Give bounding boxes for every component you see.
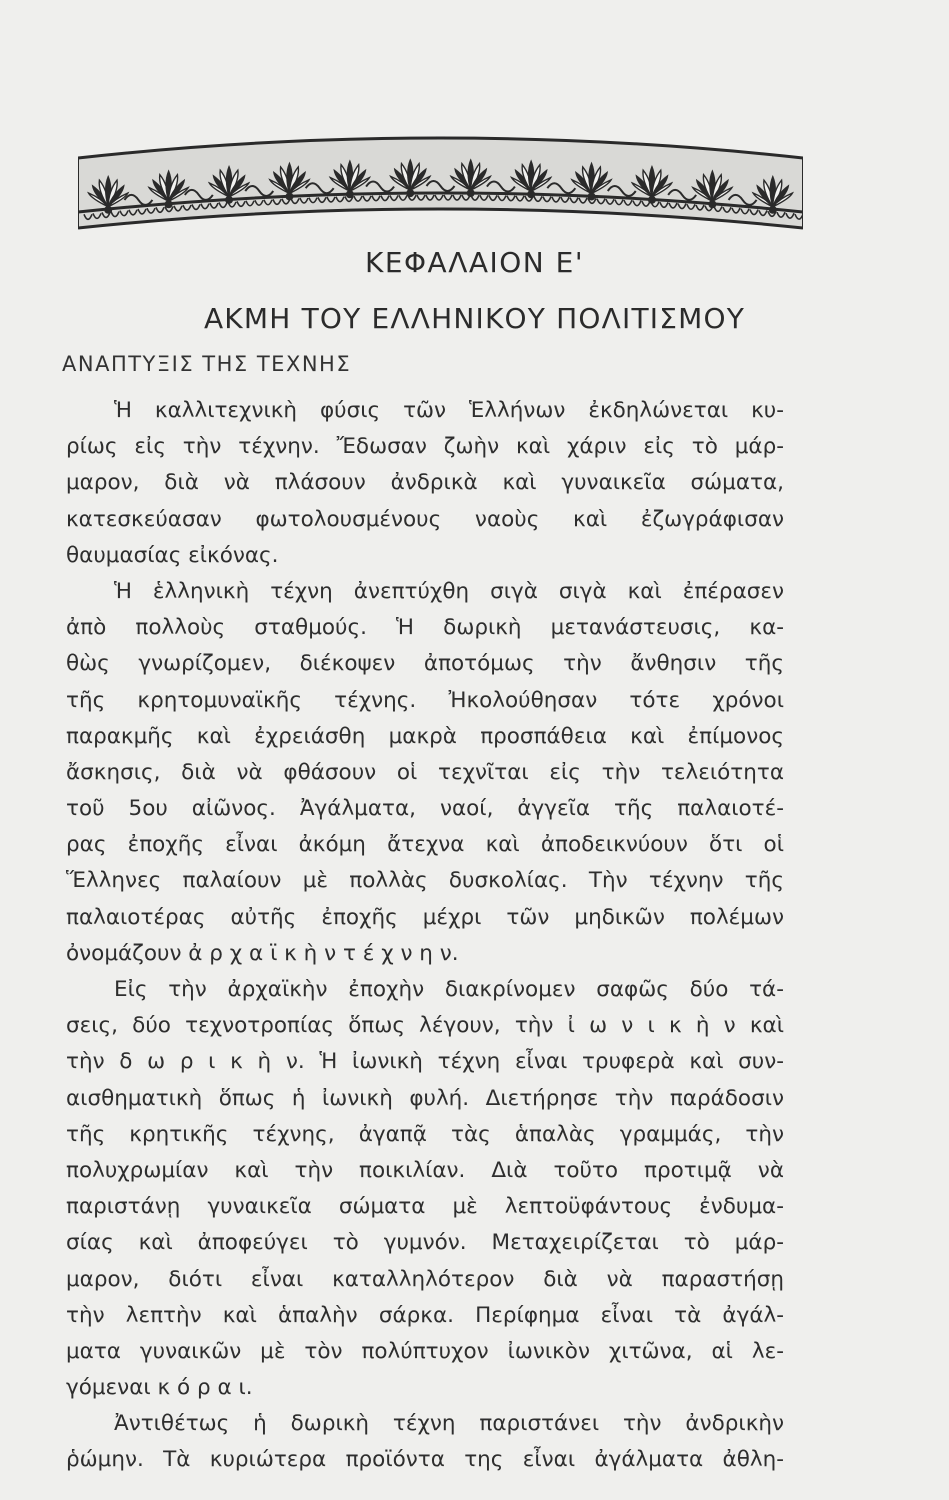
text-line: σίας καὶ ἀποφεύγει τὸ γυμνόν. Μεταχειρίζεται τὸ μάρ- — [66, 1230, 784, 1256]
text-line: Ἡ καλλιτεχνικὴ φύσις τῶν Ἑλλήνων ἐκδηλώνεται κυ- — [114, 398, 784, 423]
body-text — [66, 393, 784, 1479]
text-line: θαυμασίας εἰκόνας. — [66, 542, 279, 568]
paragraph — [66, 574, 784, 972]
text-line: παρακμῆς καὶ ἐχρειάσθη μακρὰ προσπάθεια καὶ ἐπίμονος — [66, 723, 784, 749]
chapter-heading: ΚΕΦΑΛΑΙΟΝ Ε' — [364, 246, 585, 279]
text-line: Ἕλληνες παλαίουν μὲ πολλὰς δυσκολίας. Τὴν τέχνην τῆς — [66, 868, 784, 894]
text-line: πολυχρωμίαν καὶ τὴν ποικιλίαν. Διὰ τοῦτο προτιμᾷ νὰ — [66, 1157, 784, 1183]
text-line: σεις, δύο τεχνοτροπίας ὅπως λέγουν, τὴν ἰ ω ν ι κ ὴ ν καὶ — [66, 1013, 784, 1039]
text-line: ρας ἐποχῆς εἶναι ἀκόμη ἄτεχνα καὶ ἀποδεικνύουν ὅτι οἱ — [66, 832, 784, 858]
paragraph — [66, 1406, 784, 1478]
text-line: τοῦ 5ου αἰῶνος. Ἀγάλματα, ναοί, ἀγγεῖα τῆς παλαιοτέ- — [66, 796, 784, 822]
text-line: Ἀντιθέτως ἡ δωρικὴ τέχνη παριστάνει τὴν ἀνδρικὴν — [114, 1411, 784, 1437]
text-line: ἀπὸ πολλοὺς σταθμούς. Ἡ δωρικὴ μετανάστευσις, κα- — [66, 615, 784, 641]
chapter-title: ΑΚΜΗ ΤΟΥ ΕΛΛΗΝΙΚΟΥ ΠΟΛΙΤΙΣΜΟΥ — [203, 302, 746, 335]
paragraph — [66, 393, 784, 574]
text-line: τῆς κρητομυναϊκῆς τέχνης. Ἠκολούθησαν τότε χρόνοι — [66, 687, 784, 713]
text-line: γόμεναι κ ό ρ α ι. — [66, 1375, 253, 1401]
section-heading: ΑΝΑΠΤΥΞΙΣ ΤΗΣ ΤΕΧΝΗΣ — [62, 352, 352, 376]
text-line: θὼς γνωρίζομεν, διέκοψεν ἀποτόμως τὴν ἄνθησιν τῆς — [66, 651, 784, 677]
text-line: τὴν λεπτὴν καὶ ἁπαλὴν σάρκα. Περίφημα εἶναι τὰ ἀγάλ- — [66, 1302, 784, 1328]
text-line: αισθηματικὴ ὅπως ἡ ἰωνικὴ φυλή. Διετήρησε τὴν παράδοσιν — [66, 1085, 784, 1111]
text-line: ῥώμην. Τὰ κυριώτερα προϊόντα της εἶναι ἀγάλματα ἀθλη- — [66, 1447, 784, 1473]
text-line: τὴν δ ω ρ ι κ ὴ ν. Ἡ ἰωνικὴ τέχνη εἶναι τρυφερὰ καὶ συν- — [66, 1049, 784, 1075]
text-line: παλαιοτέρας αὐτῆς ἐποχῆς μέχρι τῶν μηδικῶν πολέμων — [66, 904, 784, 930]
text-line: κατεσκεύασαν φωτολουσμένους ναοὺς καὶ ἐζωγράφισαν — [66, 506, 784, 532]
text-line: παριστάνῃ γυναικεῖα σώματα μὲ λεπτοϋφάντους ἐνδυμα- — [66, 1194, 784, 1220]
palmette-frieze-icon — [78, 128, 803, 243]
text-line: ἄσκησις, διὰ νὰ φθάσουν οἱ τεχνῖται εἰς τὴν τελειότητα — [66, 759, 784, 785]
text-line: Ἡ ἑλληνικὴ τέχνη ἀνεπτύχθη σιγὰ σιγὰ καὶ ἐπέρασεν — [114, 578, 784, 604]
text-line: ματα γυναικῶν μὲ τὸν πολύπτυχον ἰωνικὸν χιτῶνα, αἱ λε- — [66, 1338, 784, 1364]
text-line: μαρον, διότι εἶναι καταλληλότερον διὰ νὰ παραστήσῃ — [66, 1266, 784, 1292]
paragraph — [66, 972, 784, 1406]
text-line: ρίως εἰς τὴν τέχνην. Ἔδωσαν ζωὴν καὶ χάριν εἰς τὸ μάρ- — [66, 434, 784, 460]
text-line: ὀνομάζουν ἀ ρ χ α ϊ κ ὴ ν τ έ χ ν η ν. — [66, 940, 459, 966]
text-line: μαρον, διὰ νὰ πλάσουν ἀνδρικὰ καὶ γυναικεῖα σώματα, — [66, 470, 784, 496]
text-line: Εἰς τὴν ἀρχαϊκὴν ἐποχὴν διακρίνομεν σαφῶς δύο τά- — [114, 977, 784, 1002]
text-line: τῆς κρητικῆς τέχνης, ἀγαπᾷ τὰς ἁπαλὰς γραμμάς, τὴν — [66, 1121, 784, 1147]
